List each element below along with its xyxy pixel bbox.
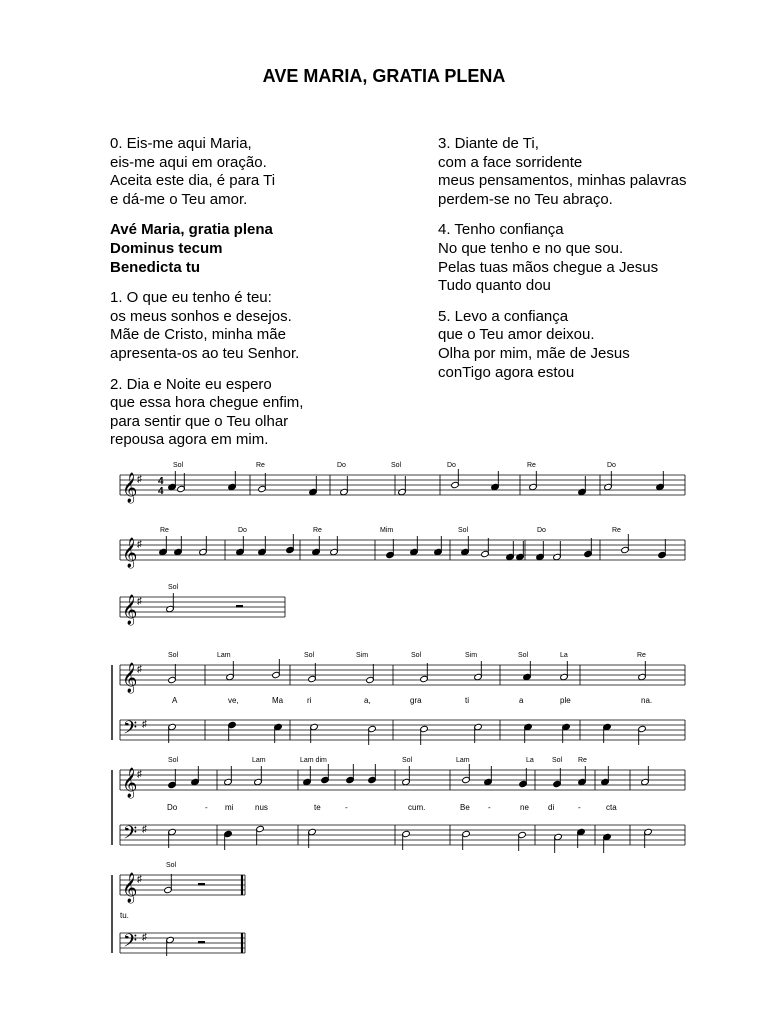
stanza [438,221,738,295]
chord-symbol: Sol [391,462,402,469]
lyric-line: Pelas tuas mãos chegue a Jesus [438,258,659,276]
lyric-syllable: - [488,803,491,812]
lyric-syllable: na. [641,696,653,705]
lyric-syllable: ple [560,696,571,705]
sheet-music [0,455,768,975]
treble-clef: 𝄞 [122,767,138,797]
rest [198,941,205,944]
key-sharp: ♯ [142,719,147,730]
lyric-line: Tudo quanto dou [438,277,551,295]
lyric-syllable: - [578,803,581,812]
lyric-line: 2. Dia e Noite eu espero [110,375,272,393]
stanza [438,308,738,382]
key-sharp: ♯ [137,596,142,607]
chord-symbol: Do [238,527,247,534]
lyric-syllable: Do [167,803,178,812]
chord-symbol: Sol [518,652,529,659]
treble-clef: 𝄞 [122,537,138,567]
chord-symbol: Do [447,462,456,469]
stanza [110,289,410,363]
treble-clef: 𝄞 [122,662,138,692]
song-title: AVE MARIA, GRATIA PLENA [262,66,506,86]
treble-staff-system-1 [120,659,685,694]
chord-symbol: Mim [380,527,394,534]
lyric-line: Mãe de Cristo, minha mãe [110,326,286,344]
chord-symbol: Sol [402,757,413,764]
lyric-line: para sentir que o Teu olhar [110,412,289,430]
chord-symbol: Sol [304,652,315,659]
lyric-syllable: cum. [408,803,426,812]
chord-symbol: Re [637,652,646,659]
key-sharp: ♯ [137,539,142,550]
lyric-line: com a face sorridente [438,153,583,171]
lyric-line: eis-me aqui em oração. [110,153,267,171]
chord-symbol: Lam [217,652,231,659]
chord-symbol: Do [337,462,346,469]
key-sharp: ♯ [137,474,142,485]
lyric-line: que essa hora chegue enfim, [110,394,304,412]
lyrics-left-column [110,135,410,462]
lyric-syllable: cta [606,803,617,812]
bass-staff-system-3 [120,930,245,956]
lyric-syllable: a, [364,696,371,705]
lyric-line: e dá-me o Teu amor. [110,190,248,208]
lyric-syllable: mi [225,803,234,812]
lyrics-right-column [438,135,738,394]
rest [198,883,205,886]
lyric-line: perdem-se no Teu abraço. [438,190,613,208]
chord-symbol: La [526,757,534,764]
chord-symbol: La [560,652,568,659]
chord-symbol: Lam [252,757,266,764]
lyric-syllable: gra [410,696,422,705]
chord-symbol: Do [537,527,546,534]
chord-symbol: Re [313,527,322,534]
lyric-line: 0. Eis-me aqui Maria, [110,135,252,152]
chord-symbol: Re [578,757,587,764]
lyric-line: Olha por mim, mãe de Jesus [438,344,630,362]
chord-symbol: Sol [168,652,179,659]
treble-clef: 𝄞 [122,472,138,502]
lyric-syllable: a [519,696,524,705]
lyric-syllable: ri [307,696,312,705]
key-sharp: ♯ [142,824,147,835]
key-sharp: ♯ [137,664,142,675]
lyric-syllable: nus [255,803,268,812]
melody-staff-3 [120,593,285,626]
key-sharp: ♯ [137,769,142,780]
bass-clef: 𝄢 [123,717,138,742]
time-signature-top: 4 [158,476,164,487]
chord-symbol: Sol [552,757,563,764]
chord-symbol: Sol [166,862,177,869]
stanza [110,376,410,450]
treble-staff-system-3 [120,872,245,904]
melody-staff-1 [120,469,685,504]
melody-staff-2 [120,534,685,569]
chord-symbol: Sol [411,652,422,659]
lyric-line: repousa agora em mim. [110,431,269,449]
lyric-line: 1. O que eu tenho é teu: [110,289,272,307]
treble-clef: 𝄞 [122,594,138,624]
lyric-syllable: Be [460,803,470,812]
lyric-syllable: ve, [228,696,239,705]
lyric-line: No que tenho e no que sou. [438,239,624,257]
bass-clef: 𝄢 [123,930,138,955]
chord-symbol: Re [612,527,621,534]
lyric-syllable: A [172,696,178,705]
lyric-line: apresenta-os ao teu Senhor. [110,344,300,362]
lyric-line: Dominus tecum [110,239,223,257]
lyric-line: os meus sonhos e desejos. [110,307,292,325]
chord-symbol: Sol [168,757,179,764]
stanza [110,135,410,209]
stanza [438,135,738,209]
lyric-syllable: di [548,803,555,812]
chord-symbol: Lam [456,757,470,764]
bass-clef: 𝄢 [123,822,138,847]
refrain-stanza [110,221,410,277]
lyric-line: 3. Diante de Ti, [438,135,539,152]
lyric-syllable: te [314,803,321,812]
lyric-syllable: Ma [272,696,284,705]
lyric-line: Benedicta tu [110,258,201,276]
lyric-syllable: - [345,803,348,812]
chord-symbol: Re [160,527,169,534]
chord-symbol: Sol [173,462,184,469]
lyric-line: meus pensamentos, minhas palavras [438,172,687,190]
lyric-syllable: ti [465,696,469,705]
chord-symbol: Re [256,462,265,469]
lyric-line: 4. Tenho confiança [438,221,564,239]
lyric-line: que o Teu amor deixou. [438,326,595,344]
lyric-line: Aceita este dia, é para Ti [110,172,276,190]
key-sharp: ♯ [142,932,147,943]
chord-symbol: Sol [168,584,179,591]
lyric-syllable: - [205,803,208,812]
lyric-syllable: tu. [120,911,129,920]
lyric-line: Avé Maria, gratia plena [110,221,273,239]
chord-symbol: Sim [356,652,369,659]
chord-symbol: Sol [458,527,469,534]
treble-staff-system-2 [120,764,685,799]
lyric-line: conTigo agora estou [438,363,575,381]
treble-clef: 𝄞 [122,872,138,902]
chord-symbol: Lam dim [300,757,327,764]
lyric-syllable: ne [520,803,529,812]
chord-symbol: Re [527,462,536,469]
time-signature-bottom: 4 [158,486,164,497]
key-sharp: ♯ [137,874,142,885]
rest [236,605,243,608]
chord-symbol: Sim [465,652,478,659]
lyric-line: 5. Levo a confiança [438,307,569,325]
bass-staff-system-2 [120,822,685,853]
chord-symbol: Do [607,462,616,469]
bass-staff-system-1 [120,717,685,745]
